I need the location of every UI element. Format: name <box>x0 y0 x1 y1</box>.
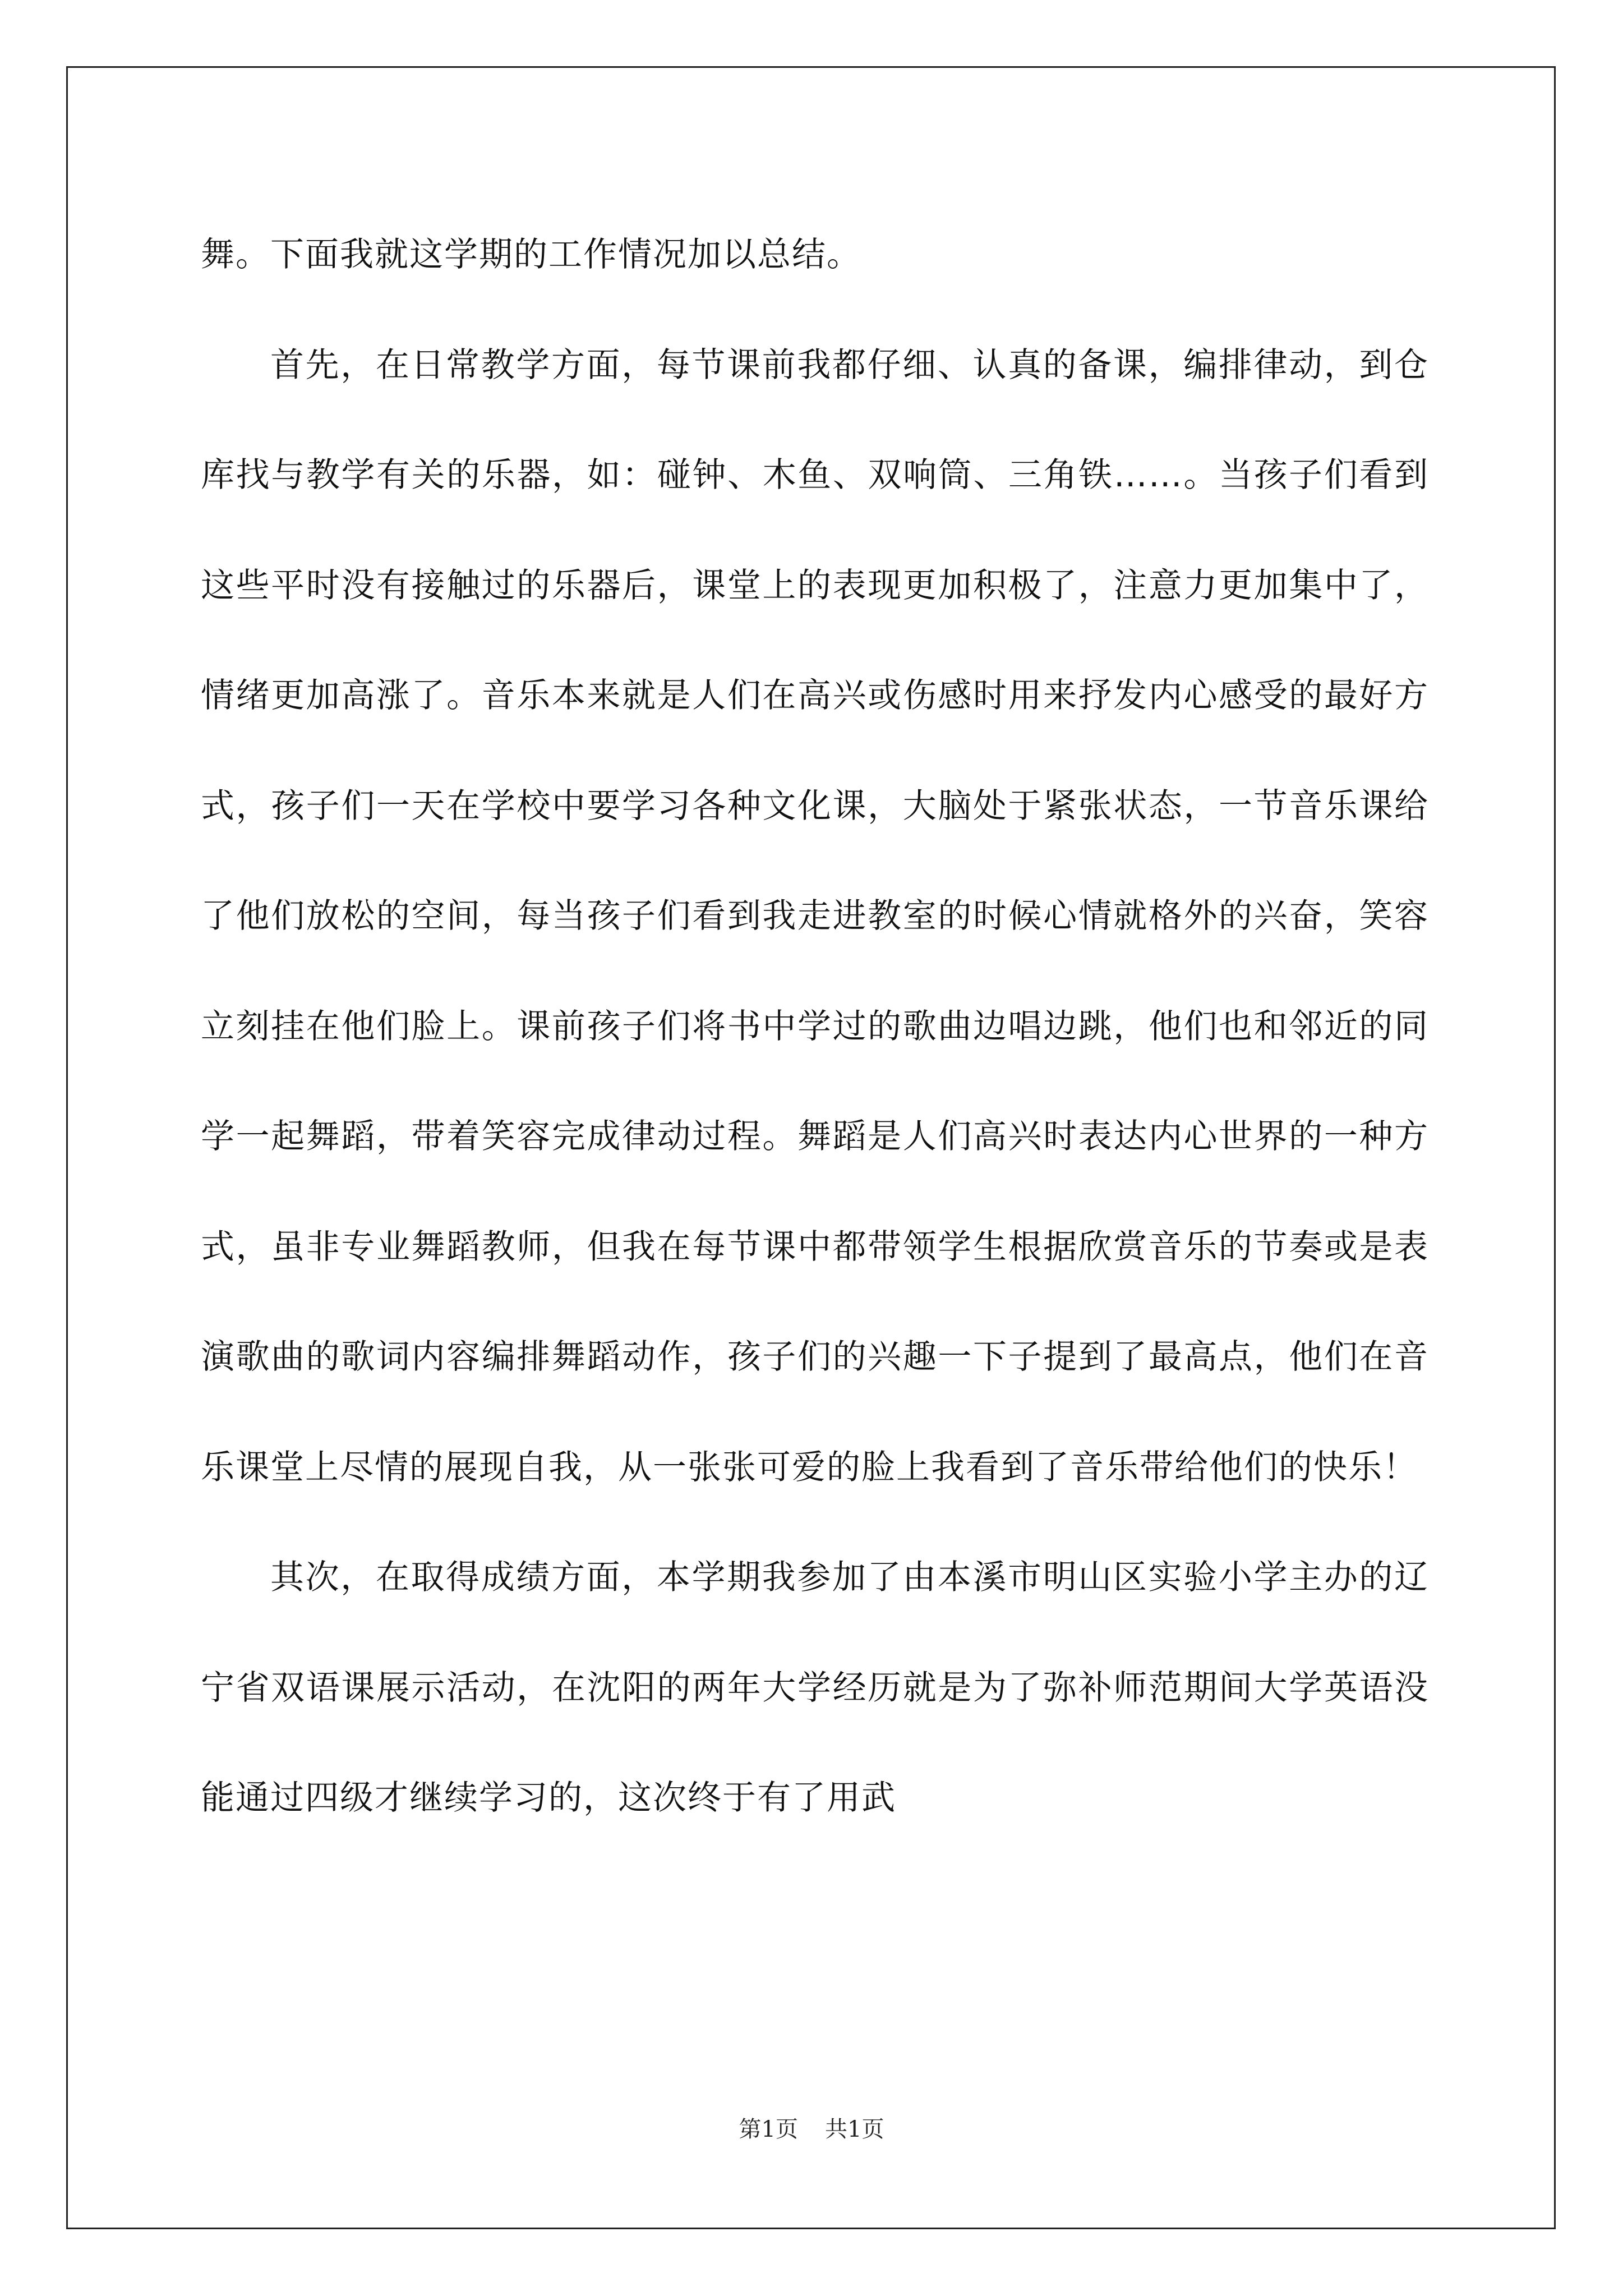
paragraph-1: 舞。下面我就这学期的工作情况加以总结。 <box>201 235 861 274</box>
paragraph-3: 其次，在取得成绩方面，本学期我参加了由本溪市明山区实验小学主办的辽宁省双语课展示活动，在沈阳的两年大学经历就是为了弥补师范期间大学英语没能通过四级才继续学习的，这次终于有了用武 <box>201 1558 1429 1818</box>
page-footer <box>0 2114 1623 2145</box>
page-total: 共1页 <box>825 2116 884 2142</box>
paragraph-2: 首先，在日常教学方面，每节课前我都仔细、认真的备课，编排律动，到仓库找与教学有关的乐器，如：碰钟、木鱼、双响筒、三角铁……。当孩子们看到这些平时没有接触过的乐器后，课堂上的表现更加积极了，注意力更加集中了，情绪更加高涨了。音乐本来就是人们在高兴或伤感时用来抒发内心感受的最好方式，孩子们一天在学校中要学习各种文化课，大脑处于紧张状态，一节音乐课给了他们放松的空间，每当孩子们看到我走进教室的时候心情就格外的兴奋，笑容立刻挂在他们脸上。课前孩子们将书中学过的歌曲边唱边跳，他们也和邻近的同学一起舞蹈，带着笑容完成律动过程。舞蹈是人们高兴时表达内心世界的一种方式，虽非专业舞蹈教师，但我在每节课中都带领学生根据欣赏音乐的节奏或是表演歌曲的歌词内容编排舞蹈动作，孩子们的兴趣一下子提到了最高点，他们在音乐课堂上尽情的展现自我，从一张张可爱的脸上我看到了音乐带给他们的快乐！ <box>201 345 1429 1487</box>
document-body <box>201 200 1429 1853</box>
page-number: 第1页 <box>739 2116 798 2142</box>
